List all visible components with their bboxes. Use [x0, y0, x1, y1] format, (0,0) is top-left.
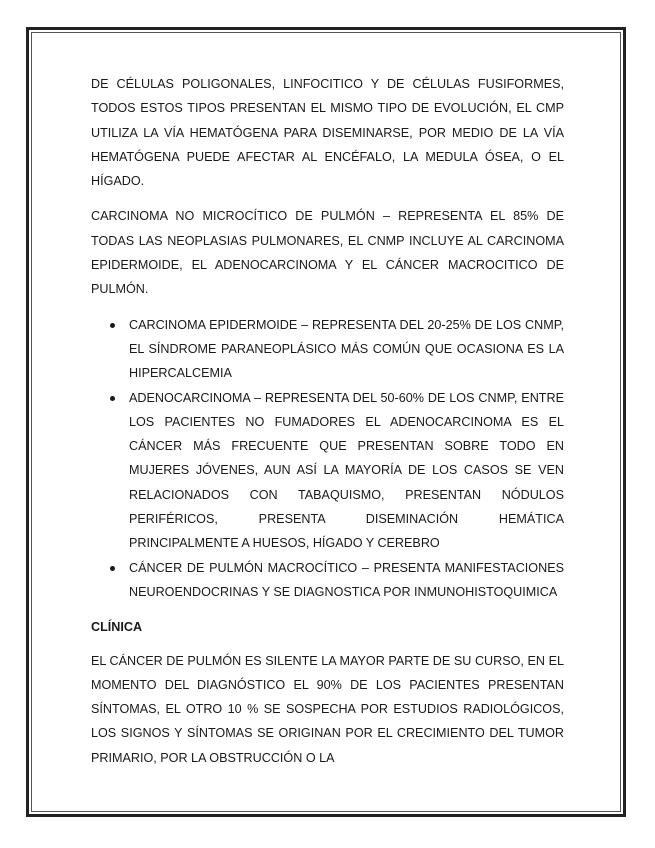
- paragraph-clinica: EL CÁNCER DE PULMÓN ES SILENTE LA MAYOR PARTE DE SU CURSO, EN EL MOMENTO DEL DIAGNÓSTICO EL 90% DE LOS PACIENTES PRESENTAN SÍNTOMAS, EL OTRO 10 % SE SOSPECHA POR ESTUDIOS RADIOLÓGICOS, LOS SIGNOS Y SÍNTOMAS SE ORIGINAN POR EL CRECIMIENTO DEL TUMOR PRIMARIO, POR LA OBSTRUCCIÓN O LA: [91, 653, 564, 765]
- list-item-epidermoid: CARCINOMA EPIDERMOIDE – REPRESENTA DEL 20-25% DE LOS CNMP, EL SÍNDROME PARANEOPLÁSICO MÁS COMÚN QUE OCASIONA ES LA HIPERCALCEMIA: [129, 313, 564, 386]
- paragraph-cell-types: DE CÉLULAS POLIGONALES, LINFOCITICO Y DE CÉLULAS FUSIFORMES, TODOS ESTOS TIPOS PRESENTAN EL MISMO TIPO DE EVOLUCIÓN, EL CMP UTILIZA LA VÍA HEMATÓGENA PARA DISEMINARSE, POR MEDIO DE LA VÍA HEMATÓGENA PUEDE AFECTAR AL ENCÉFALO, LA MEDULA ÓSEA, O EL HÍGADO.: [91, 77, 564, 189]
- paragraph-cnmp: CARCINOMA NO MICROCÍTICO DE PULMÓN – REPRESENTA EL 85% DE TODAS LAS NEOPLASIAS PULMONARES, EL CNMP INCLUYE AL CARCINOMA EPIDERMOIDE, EL ADENOCARCINOMA Y EL CÁNCER MACROCITICO DE PULMÓN.: [91, 209, 564, 297]
- bullet-list: [91, 313, 564, 605]
- list-item-macrocitico: CÁNCER DE PULMÓN MACROCÍTICO – PRESENTA MANIFESTACIONES NEUROENDOCRINAS Y SE DIAGNOSTICA POR INMUNOHISTOQUIMICA: [129, 556, 564, 605]
- section-heading-clinica: CLÍNICA: [91, 620, 143, 635]
- document-body: [91, 72, 564, 781]
- list-item-adenocarcinoma: ADENOCARCINOMA – REPRESENTA DEL 50-60% DE LOS CNMP, ENTRE LOS PACIENTES NO FUMADORES EL ADENOCARCINOMA ES EL CÁNCER MÁS FRECUENTE QUE PRESENTAN SOBRE TODO EN MUJERES JÓVENES, AUN ASÍ LA MAYORÍA DE LOS CASOS SE VEN RELACIONADOS CON TABAQUISMO, PRESENTAN NÓDULOS PERIFÉRICOS, PRESENTA DISEMINACIÓN HEMÁTICA PRINCIPALMENTE A HUESOS, HÍGADO Y CEREBRO: [129, 386, 564, 556]
